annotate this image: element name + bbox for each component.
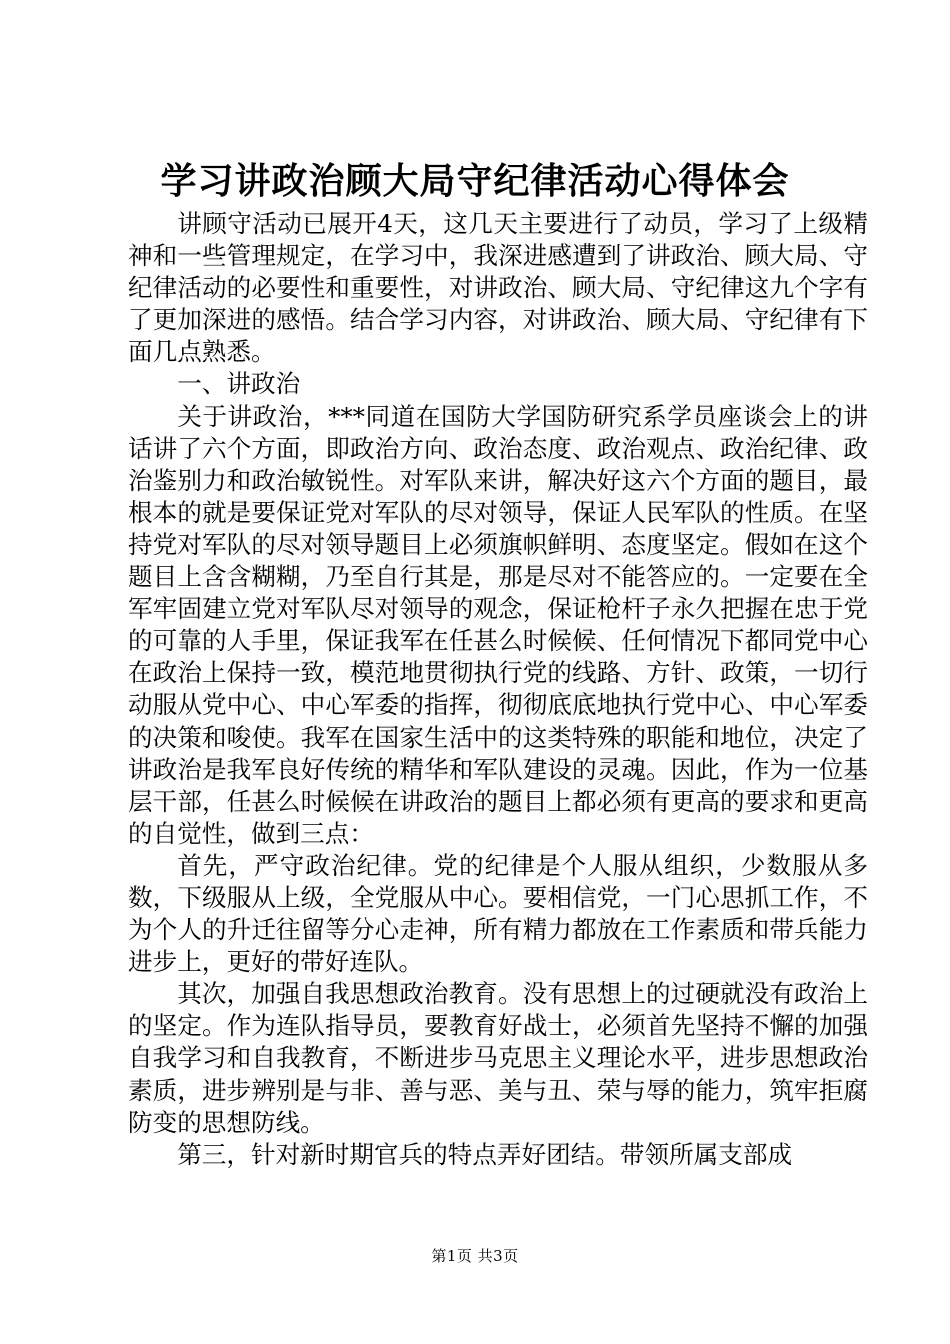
document-title: 学习讲政治顾大局守纪律活动心得体会 bbox=[160, 161, 790, 202]
paragraph-first-point: 首先，严守政治纪律。党的纪律是个人服从组织，少数服从多数，下级服从上级，全党服从中心。要相信党，一门心思抓工作，不为个人的升迁往留等分心走神，所有精力都放在工作素质和带兵能力进步上，更好的带好连队。 bbox=[128, 850, 868, 977]
paragraph-intro: 讲顾守活动已展开4天，这几天主要进行了动员，学习了上级精神和一些管理规定，在学习中，我深进感遭到了讲政治、顾大局、守纪律活动的必要性和重要性，对讲政治、顾大局、守纪律这九个字有了更加深进的感悟。结合学习内容，对讲政治、顾大局、守纪律有下面几点熟悉。 bbox=[128, 209, 868, 367]
section-heading-politics: 一、讲政治 bbox=[177, 369, 301, 399]
document-body bbox=[128, 208, 868, 1171]
paragraph-second-point: 其次，加强自我思想政治教育。没有思想上的过硬就没有政治上的坚定。作为连队指导员，要教育好战士，必须首先坚持不懈的加强自我学习和自我教育，不断进步马克思主义理论水平，进步思想政治素质，进步辨别是与非、善与恶、美与丑、荣与辱的能力，筑牢拒腐防变的思想防线。 bbox=[128, 979, 868, 1137]
page-footer: 第1页 共3页 bbox=[431, 1247, 519, 1265]
paragraph-politics: 关于讲政治，***同道在国防大学国防研究系学员座谈会上的讲话讲了六个方面，即政治方向、政治态度、政治观点、政治纪律、政治鉴别力和政治敏锐性。对军队来讲，解决好这六个方面的题目，最根本的就是要保证党对军队的尽对领导，保证人民军队的性质。在坚持党对军队的尽对领导题目上必须旗帜鲜明、态度坚定。假如在这个题目上含含糊糊，乃至自行其是，那是尽对不能答应的。一定要在全军牢固建立党对军队尽对领导的观念，保证枪杆子永久把握在忠于党的可靠的人手里，保证我军在任甚么时候候、任何情况下都同党中心在政治上保持一致，模范地贯彻执行党的线路、方针、政策，一切行动服从党中心、中心军委的指挥，彻彻底底地执行党中心、中心军委的决策和唆使。我军在国家生活中的这类特殊的职能和地位，决定了讲政治是我军良好传统的精华和军队建设的灵魂。因此，作为一位基层干部，任甚么时候候在讲政治的题目上都必须有更高的要求和更高的自觉性，做到三点： bbox=[128, 401, 868, 848]
paragraph-third-point: 第三，针对新时期官兵的特点弄好团结。带领所属支部成 bbox=[177, 1139, 793, 1169]
